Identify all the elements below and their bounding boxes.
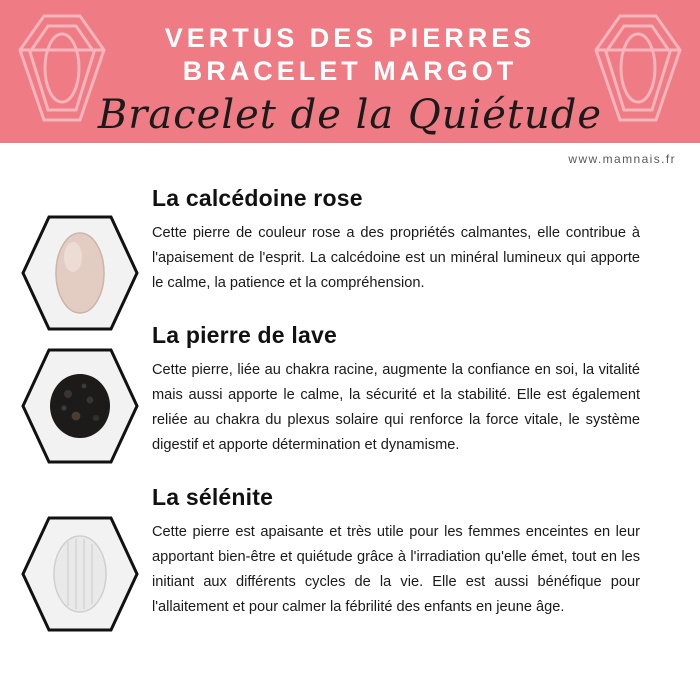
lava-stone-icon — [18, 344, 142, 468]
section-title: La sélénite — [152, 484, 274, 510]
sections-list — [0, 185, 700, 630]
section-calcedoine — [0, 185, 700, 296]
header-title-line2: BRACELET MARGOT — [182, 56, 518, 86]
header-title-line1: VERTUS DES PIERRES — [164, 23, 536, 53]
section-title: La pierre de lave — [152, 322, 337, 348]
section-pierre-de-lave — [0, 322, 700, 458]
pink-chalcedony-stone-icon — [18, 211, 142, 335]
site-url: www.mamnais.fr — [568, 152, 676, 166]
section-selenite — [0, 484, 700, 620]
section-title: La calcédoine rose — [152, 185, 363, 211]
section-body: Cette pierre de couleur rose a des propriétés calmantes, elle contribue à l'apaisement de l'esprit. La calcédoine est un minéral lumineux qui apporte le calme, la patience et la compréhension. — [152, 225, 640, 291]
header-banner — [0, 0, 700, 143]
header-script-title: Bracelet de la Quiétude — [97, 92, 603, 138]
header-title — [0, 22, 700, 88]
section-body: Cette pierre est apaisante et très utile pour les femmes enceintes en leur apportant bien-être et quiétude grâce à l'irradiation qu'elle émet, tout en les initiant aux différents cycles de la vie. Elle est aussi bénéfique pour l'allaitement et pour calmer la fébrilité des enfants en jeune âge. — [152, 524, 640, 615]
selenite-stone-icon — [18, 512, 142, 636]
section-body: Cette pierre, liée au chakra racine, augmente la confiance en soi, la vitalité mais aussi apporte le calme, la sécurité et la stabilité. Elle est également reliée au chakra du plexus solaire qui renforce la force vitale, le système digestif et apporte détermination et dynamisme. — [152, 362, 640, 453]
